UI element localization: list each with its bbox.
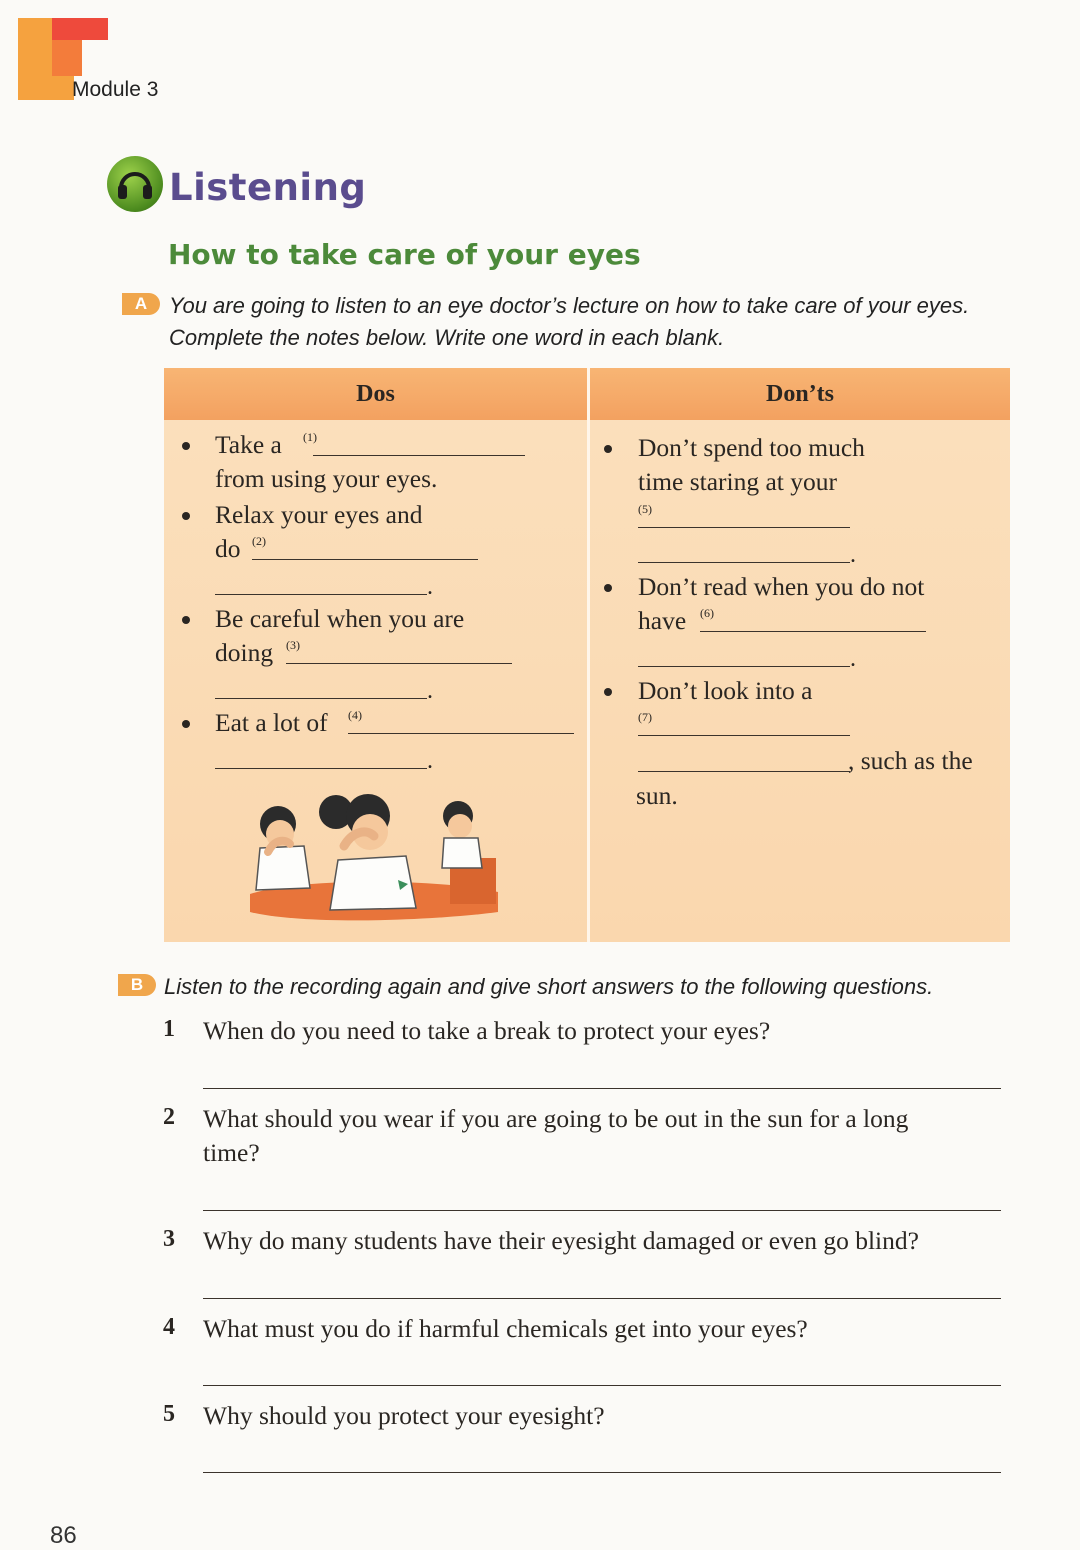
headphones-icon: [107, 156, 163, 212]
dos-header: Dos: [164, 368, 587, 420]
blank-5: [638, 502, 850, 528]
blank-number: (6): [700, 606, 714, 620]
question-number: 2: [163, 1104, 175, 1130]
question-number: 5: [163, 1401, 175, 1427]
blank-5-continuation: [638, 562, 850, 563]
dos-item-3-text: Be careful when you are: [215, 604, 465, 633]
answer-line[interactable]: [203, 1088, 1001, 1089]
blank-number: (7): [638, 710, 652, 724]
module-color-block: [52, 18, 108, 40]
answer-line[interactable]: [203, 1210, 1001, 1211]
question-text: When do you need to take a break to protect your eyes?: [203, 1016, 771, 1045]
donts-item-6-text: Don’t read when you do not: [638, 572, 925, 601]
part-b-badge: B: [118, 974, 156, 996]
blank-4-continuation: [215, 768, 427, 769]
bullet: [604, 445, 612, 453]
bullet: [604, 584, 612, 592]
blank-3: [286, 638, 512, 664]
notes-table: [164, 368, 1010, 942]
blank-number: (1): [303, 430, 317, 444]
donts-item-7-text: , such as the: [848, 746, 973, 775]
dos-item-3-text: doing: [215, 638, 274, 667]
blank-1: [301, 430, 525, 456]
section-subtitle: How to take care of your eyes: [168, 238, 641, 271]
question-text: What should you wear if you are going to be out in the sun for a long: [203, 1104, 909, 1133]
donts-item-7-text: sun.: [636, 781, 678, 810]
dos-item-4-text: Eat a lot of: [215, 708, 328, 737]
period: .: [850, 646, 856, 672]
question-number: 3: [163, 1226, 175, 1252]
dos-item-1-text: from using your eyes.: [215, 464, 438, 493]
blank-number: (4): [348, 708, 362, 722]
donts-header: Don’ts: [590, 368, 1010, 420]
part-b-instruction: Listen to the recording again and give short answers to the following questions.: [164, 974, 934, 999]
dos-item-2-text: Relax your eyes and: [215, 500, 423, 529]
bullet: [182, 442, 190, 450]
donts-item-5-text: time staring at your: [638, 467, 837, 496]
part-a-badge: A: [122, 293, 160, 315]
blank-number: (2): [252, 534, 266, 548]
blank-4: [348, 708, 574, 734]
question-number: 4: [163, 1314, 175, 1340]
bullet: [182, 512, 190, 520]
period: .: [427, 574, 433, 600]
question-text: Why should you protect your eyesight?: [203, 1401, 605, 1430]
question-text: Why do many students have their eyesight damaged or even go blind?: [203, 1226, 919, 1255]
blank-7-continuation: [638, 771, 850, 772]
section-title: Listening: [169, 166, 367, 209]
blank-number: (3): [286, 638, 300, 652]
dos-item-1-text: Take a: [215, 430, 282, 459]
question-text: What must you do if harmful chemicals get into your eyes?: [203, 1314, 808, 1343]
answer-line[interactable]: [203, 1472, 1001, 1473]
period: .: [427, 748, 433, 774]
part-a-instruction-line1: You are going to listen to an eye doctor’s lecture on how to take care of your eyes.: [169, 293, 970, 318]
module-color-block: [52, 40, 82, 76]
module-label: Module 3: [72, 78, 159, 101]
donts-item-7-text: Don’t look into a: [638, 676, 813, 705]
question-text: time?: [203, 1138, 260, 1167]
page-number: 86: [50, 1522, 77, 1549]
donts-item-6-text: have: [638, 606, 687, 635]
blank-7: [638, 712, 850, 736]
blank-number: (5): [638, 502, 652, 516]
dos-item-2-text: do: [215, 534, 241, 563]
bullet: [604, 688, 612, 696]
blank-6: [700, 606, 926, 632]
answer-line[interactable]: [203, 1298, 1001, 1299]
period: .: [427, 678, 433, 704]
part-a-instruction-line2: Complete the notes below. Write one word in each blank.: [169, 325, 725, 350]
donts-item-5-text: Don’t spend too much: [638, 433, 865, 462]
period: .: [850, 542, 856, 568]
bullet: [182, 720, 190, 728]
students-illustration: [248, 788, 508, 928]
blank-6-continuation: [638, 666, 850, 667]
blank-2: [252, 534, 478, 560]
bullet: [182, 616, 190, 624]
answer-line[interactable]: [203, 1385, 1001, 1386]
question-number: 1: [163, 1016, 175, 1042]
blank-2-continuation: [215, 594, 427, 595]
column-divider: [587, 368, 590, 942]
blank-3-continuation: [215, 698, 427, 699]
